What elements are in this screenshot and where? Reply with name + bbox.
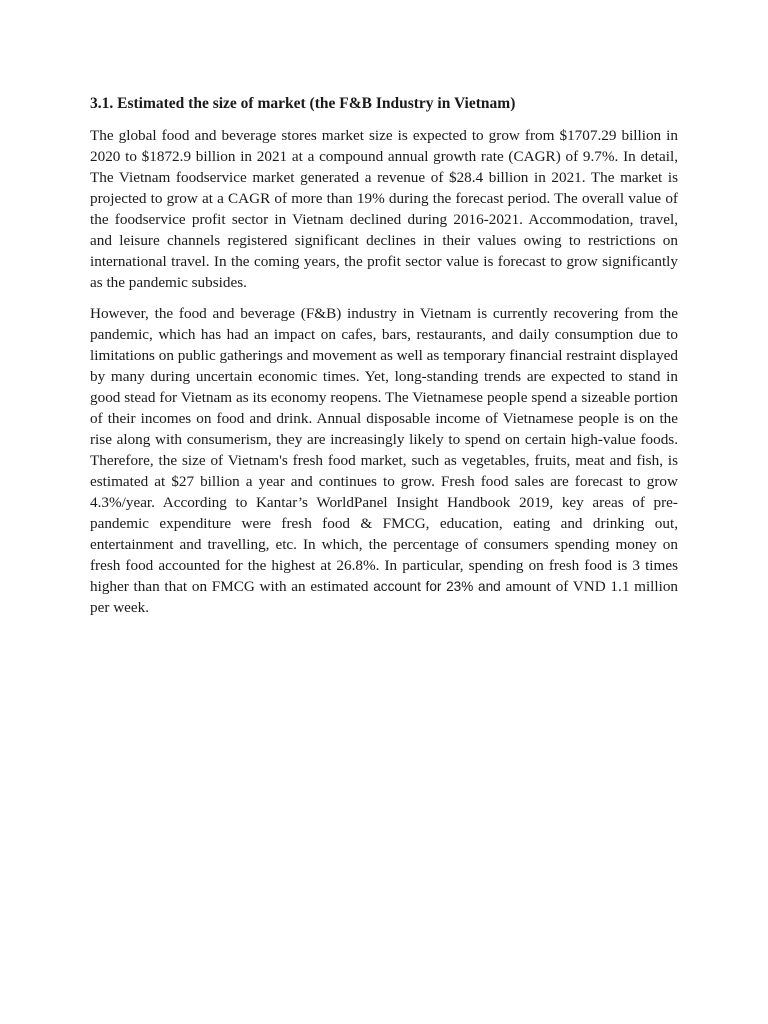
paragraph-recovery-sans-fragment: account for 23% and	[373, 579, 501, 594]
paragraph-recovery-ending: amount of VND 1.1 million per week.	[90, 578, 679, 616]
document-page	[90, 94, 678, 628]
paragraph-recovery	[90, 303, 678, 618]
paragraph-market-size: The global food and beverage stores market size is expected to grow from $1707.29 billion in 2020 to $1872.9 billion in 2021 at a compound annual growth rate (CAGR) of 9.7%. In detail, The Vietnam foodservice market generated a revenue of $28.4 billion in 2021. The market is projected to grow at a CAGR of more than 19% during the forecast period. The overall value of the foodservice profit sector in Vietnam declined during 2016-2021. Accommodation, travel, and leisure channels registered significant declines in their values owing to restrictions on international travel. In the coming years, the profit sector value is forecast to grow significantly as the pandemic subsides.	[90, 127, 678, 291]
paragraph-recovery-text: However, the food and beverage (F&B) industry in Vietnam is currently recovering from the pandemic, which has had an impact on cafes, bars, restaurants, and daily consumption due to limitations on public gatherings and movement as well as temporary financial restraint displayed by many during uncertain economic times. Yet, long-standing trends are expected to stand in good stead for Vietnam as its economy reopens. The Vietnamese people spend a sizeable portion of their incomes on food and drink. Annual disposable income of Vietnamese people is on the rise along with consumerism, they are increasingly likely to spend on certain high-value foods. Therefore, the size of Vietnam's fresh food market, such as vegetables, fruits, meat and fish, is estimated at $27 billion a year and continues to grow. Fresh food sales are forecast to grow 4.3%/year. According to Kantar’s WorldPanel Insight Handbook 2019, key areas of pre-pandemic expenditure were fresh food & FMCG, education, eating and drinking out, entertainment and travelling, etc. In which, the percentage of consumers spending money on fresh food accounted for the highest at 26.8%. In particular, spending on fresh food is 3 times higher than that on FMCG with an estimated	[90, 305, 678, 595]
section-heading: 3.1. Estimated the size of market (the F&B Industry in Vietnam)	[90, 95, 516, 112]
